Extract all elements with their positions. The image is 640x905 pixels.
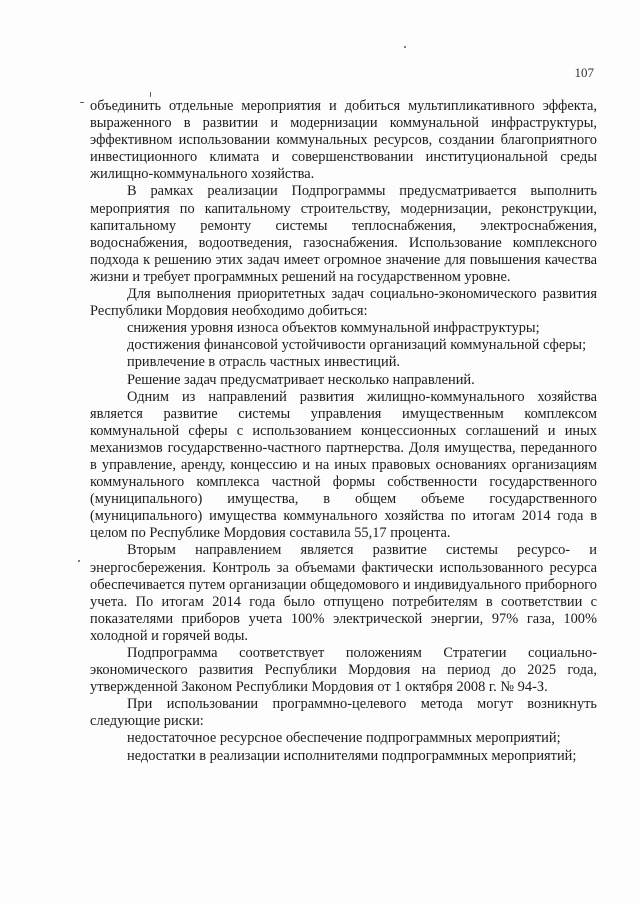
scan-speck xyxy=(78,560,80,562)
paragraph: Решение задач предусматривает несколько направлений. xyxy=(127,371,475,388)
scan-speck xyxy=(80,102,84,103)
paragraph: Для выполнения приоритетных задач социально-экономического развития Республики Мордовия необходимо добиться: xyxy=(90,286,597,320)
paragraph: достижения финансовой устойчивости организаций коммунальной сферы; xyxy=(127,337,587,354)
scan-speck xyxy=(150,92,151,97)
paragraph: Подпрограмма соответствует положениям Стратегии социально-экономического развития Республики Мордовия на период до 2025 года, утвержденной Законом Республики Мордовия от 1 октября 2008 г. № 94-З. xyxy=(90,645,597,696)
paragraph: недостаточное ресурсное обеспечение подпрограммных мероприятий; xyxy=(127,730,561,747)
paragraph: объединить отдельные мероприятия и добиться мультипликативного эффекта, выраженного в развитии и модернизации коммунальной инфраструктуры, эффективном использовании коммунальных ресурсов, создании благоприятного инвестиционного климата и совершенствовании институциональной среды жилищно-коммунального хозяйства. xyxy=(90,98,597,183)
page-number: 107 xyxy=(574,65,594,80)
paragraph: При использовании программно-целевого метода могут возникнуть следующие риски: xyxy=(90,696,597,730)
paragraph: Вторым направлением является развитие системы ресурсо- и энергосбережения. Контроль за объемами фактически использованного ресурса обеспечивается путем организации общедомового и индивидуального приборного учета. По итогам 2014 года было отпущено потребителям в соответствии с показателями приборов учета 100% электрической энергии, 97% газа, 100% холодной и горячей воды. xyxy=(90,542,597,644)
paragraph: В рамках реализации Подпрограммы предусматривается выполнить мероприятия по капитальному строительству, модернизации, реконструкции, капитальному ремонту системы теплоснабжения, электроснабжения, водоснабжения, водоотведения, газоснабжения. Использование комплексного подхода к решению этих задач имеет огромное значение для повышения качества жизни и требует программных решений на государственном уровне. xyxy=(90,183,597,285)
paragraph: недостатки в реализации исполнителями подпрограммных мероприятий; xyxy=(127,747,577,764)
scan-speck xyxy=(404,46,406,48)
paragraph: привлечение в отрасль частных инвестиций. xyxy=(127,354,401,371)
paragraph: снижения уровня износа объектов коммунальной инфраструктуры; xyxy=(127,320,540,337)
document-body xyxy=(90,98,597,765)
paragraph: Одним из направлений развития жилищно-коммунального хозяйства является развитие системы управления имущественным комплексом коммунальной сферы с использованием концессионных соглашений и иных механизмов государственно-частного партнерства. Доля имущества, переданного в управление, аренду, концессию и на иных правовых основаниях организациям коммунального комплекса частной формы собственности государственного (муниципального) имущества, в общем объеме государственного (муниципального) имущества коммунального хозяйства по итогам 2014 года в целом по Республике Мордовия составила 55,17 процента. xyxy=(90,388,597,542)
